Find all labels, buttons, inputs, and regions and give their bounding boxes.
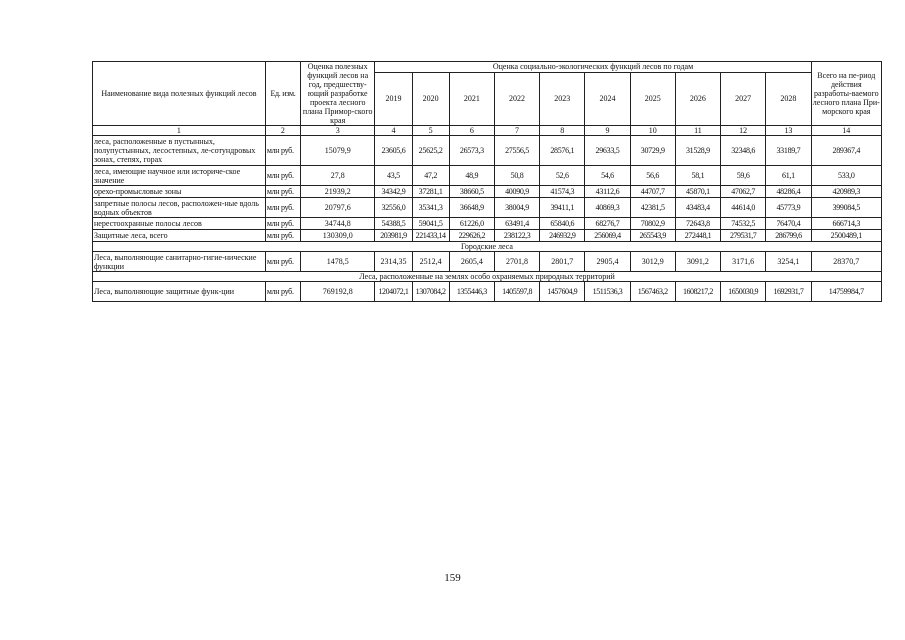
header-year: 2020 [412, 72, 449, 125]
header-year: 2024 [585, 72, 630, 125]
forest-functions-table [92, 61, 882, 302]
column-number: 4 [375, 126, 412, 136]
row-base-value: 27,8 [301, 166, 375, 186]
row-total-value: 14759984,7 [811, 282, 881, 302]
row-year-value: 45870,1 [675, 186, 720, 198]
column-number: 11 [675, 126, 720, 136]
row-year-value: 39411,1 [540, 198, 585, 218]
row-year-value: 32348,6 [721, 136, 766, 166]
row-year-value: 36648,9 [449, 198, 494, 218]
row-year-value: 43,5 [375, 166, 412, 186]
row-year-value: 2801,7 [540, 252, 585, 272]
row-year-value: 27556,5 [494, 136, 539, 166]
row-year-value: 272448,1 [675, 230, 720, 242]
row-year-value: 2905,4 [585, 252, 630, 272]
row-year-value: 33189,7 [766, 136, 811, 166]
row-base-value: 20797,6 [301, 198, 375, 218]
row-name: нерестоохранные полосы лесов [93, 218, 266, 230]
row-name: Леса, выполняющие защитные функ-ции [93, 282, 266, 302]
row-year-value: 65840,6 [540, 218, 585, 230]
row-base-value: 21939,2 [301, 186, 375, 198]
row-year-value: 246932,9 [540, 230, 585, 242]
row-year-value: 229626,2 [449, 230, 494, 242]
row-year-value: 48,9 [449, 166, 494, 186]
row-year-value: 35341,3 [412, 198, 449, 218]
row-name: орехо-промысловые зоны [93, 186, 266, 198]
row-year-value: 2512,4 [412, 252, 449, 272]
row-year-value: 38660,5 [449, 186, 494, 198]
header-year: 2019 [375, 72, 412, 125]
row-year-value: 37281,1 [412, 186, 449, 198]
row-name: леса, имеющие научное или историче-ское значение [93, 166, 266, 186]
row-year-value: 38004,9 [494, 198, 539, 218]
row-year-value: 54388,5 [375, 218, 412, 230]
column-number: 13 [766, 126, 811, 136]
row-year-value: 1608217,2 [675, 282, 720, 302]
row-year-value: 2605,4 [449, 252, 494, 272]
row-unit: млн руб. [265, 282, 300, 302]
table-row [93, 252, 882, 272]
header-year: 2028 [766, 72, 811, 125]
row-year-value: 43112,6 [585, 186, 630, 198]
row-year-value: 1457604,9 [540, 282, 585, 302]
page-number: 159 [444, 572, 461, 584]
section-title-protected: Леса, расположенные на землях особо охраняемых природных территорий [93, 272, 882, 282]
row-year-value: 286799,6 [766, 230, 811, 242]
row-year-value: 25625,2 [412, 136, 449, 166]
row-year-value: 28576,1 [540, 136, 585, 166]
row-year-value: 61,1 [766, 166, 811, 186]
row-year-value: 279531,7 [721, 230, 766, 242]
header-row-1 [93, 62, 882, 73]
row-year-value: 40869,3 [585, 198, 630, 218]
table-row [93, 282, 882, 302]
row-name: Защитные леса, всего [93, 230, 266, 242]
column-number: 3 [301, 126, 375, 136]
row-year-value: 3012,9 [630, 252, 675, 272]
row-year-value: 29633,5 [585, 136, 630, 166]
row-base-value: 130309,0 [301, 230, 375, 242]
row-unit: млн руб. [265, 252, 300, 272]
row-year-value: 47062,7 [721, 186, 766, 198]
table-body [93, 136, 882, 302]
header-unit: Ед. изм. [265, 62, 300, 126]
row-year-value: 58,1 [675, 166, 720, 186]
header-name: Наименование вида полезных функций лесов [93, 62, 266, 126]
row-year-value: 59041,5 [412, 218, 449, 230]
row-name: Леса, выполняющие санитарно-гигие-нические функции [93, 252, 266, 272]
row-year-value: 40090,9 [494, 186, 539, 198]
section-row [93, 272, 882, 282]
column-number-row [93, 126, 882, 136]
column-number: 9 [585, 126, 630, 136]
row-total-value: 289367,4 [811, 136, 881, 166]
row-year-value: 23605,6 [375, 136, 412, 166]
row-year-value: 48286,4 [766, 186, 811, 198]
row-year-value: 43483,4 [675, 198, 720, 218]
column-number: 2 [265, 126, 300, 136]
row-year-value: 1355446,3 [449, 282, 494, 302]
table-row [93, 218, 882, 230]
table-row [93, 166, 882, 186]
header-year: 2021 [449, 72, 494, 125]
table-row [93, 136, 882, 166]
row-year-value: 44614,0 [721, 198, 766, 218]
section-title-urban: Городские леса [93, 242, 882, 252]
row-year-value: 61226,0 [449, 218, 494, 230]
header-year: 2027 [721, 72, 766, 125]
header-year: 2026 [675, 72, 720, 125]
row-year-value: 70802,9 [630, 218, 675, 230]
table-row [93, 186, 882, 198]
row-year-value: 74532,5 [721, 218, 766, 230]
row-year-value: 265543,9 [630, 230, 675, 242]
row-year-value: 72643,8 [675, 218, 720, 230]
row-unit: млн руб. [265, 230, 300, 242]
row-base-value: 34744,8 [301, 218, 375, 230]
row-year-value: 1204072,1 [375, 282, 412, 302]
row-year-value: 3254,1 [766, 252, 811, 272]
row-unit: млн руб. [265, 218, 300, 230]
row-year-value: 47,2 [412, 166, 449, 186]
section-row [93, 242, 882, 252]
row-year-value: 76470,4 [766, 218, 811, 230]
row-year-value: 63491,4 [494, 218, 539, 230]
column-number: 7 [494, 126, 539, 136]
row-base-value: 1478,5 [301, 252, 375, 272]
row-total-value: 2500489,1 [811, 230, 881, 242]
row-year-value: 52,6 [540, 166, 585, 186]
header-years-group: Оценка социально-экологических функций лесов по годам [375, 62, 811, 73]
table-row [93, 230, 882, 242]
row-year-value: 32556,0 [375, 198, 412, 218]
header-year: 2025 [630, 72, 675, 125]
column-number: 12 [721, 126, 766, 136]
header-year: 2022 [494, 72, 539, 125]
row-year-value: 42381,5 [630, 198, 675, 218]
column-number: 5 [412, 126, 449, 136]
column-number: 1 [93, 126, 266, 136]
row-total-value: 533,0 [811, 166, 881, 186]
header-total: Всего на пе-риод действия разработы-ваемого лесного плана При-морского края [811, 62, 881, 126]
row-year-value: 1511536,3 [585, 282, 630, 302]
row-year-value: 30729,9 [630, 136, 675, 166]
row-year-value: 2701,8 [494, 252, 539, 272]
row-year-value: 44707,7 [630, 186, 675, 198]
row-total-value: 28370,7 [811, 252, 881, 272]
column-number: 14 [811, 126, 881, 136]
row-year-value: 3171,6 [721, 252, 766, 272]
row-year-value: 1405597,8 [494, 282, 539, 302]
row-unit: млн руб. [265, 136, 300, 166]
table-row [93, 198, 882, 218]
row-base-value: 769192,8 [301, 282, 375, 302]
row-year-value: 31528,9 [675, 136, 720, 166]
row-year-value: 26573,3 [449, 136, 494, 166]
row-year-value: 45773,9 [766, 198, 811, 218]
row-total-value: 399084,5 [811, 198, 881, 218]
row-name: запретные полосы лесов, расположен-ные вдоль водных объектов [93, 198, 266, 218]
row-unit: млн руб. [265, 166, 300, 186]
row-year-value: 238122,3 [494, 230, 539, 242]
header-year: 2023 [540, 72, 585, 125]
row-year-value: 1307084,2 [412, 282, 449, 302]
header-assessment: Оценка полезных функций лесов на год, предшеству-ющий разработке проекта лесного плана Примор-ского края [301, 62, 375, 126]
row-year-value: 54,6 [585, 166, 630, 186]
row-year-value: 1567463,2 [630, 282, 675, 302]
row-year-value: 203981,9 [375, 230, 412, 242]
row-year-value: 34342,9 [375, 186, 412, 198]
row-year-value: 2314,35 [375, 252, 412, 272]
row-year-value: 221433,14 [412, 230, 449, 242]
row-year-value: 56,6 [630, 166, 675, 186]
row-year-value: 50,8 [494, 166, 539, 186]
column-number: 8 [540, 126, 585, 136]
row-year-value: 1692931,7 [766, 282, 811, 302]
row-name: леса, расположенные в пустынных, полупустынных, лесостепных, ле-сотундровых зонах, степях, горах [93, 136, 266, 166]
column-number: 10 [630, 126, 675, 136]
row-total-value: 420989,3 [811, 186, 881, 198]
row-year-value: 256069,4 [585, 230, 630, 242]
column-number: 6 [449, 126, 494, 136]
row-year-value: 3091,2 [675, 252, 720, 272]
row-base-value: 15079,9 [301, 136, 375, 166]
row-year-value: 68276,7 [585, 218, 630, 230]
row-year-value: 41574,3 [540, 186, 585, 198]
row-total-value: 666714,3 [811, 218, 881, 230]
row-unit: млн руб. [265, 186, 300, 198]
row-unit: млн руб. [265, 198, 300, 218]
row-year-value: 1650030,9 [721, 282, 766, 302]
row-year-value: 59,6 [721, 166, 766, 186]
